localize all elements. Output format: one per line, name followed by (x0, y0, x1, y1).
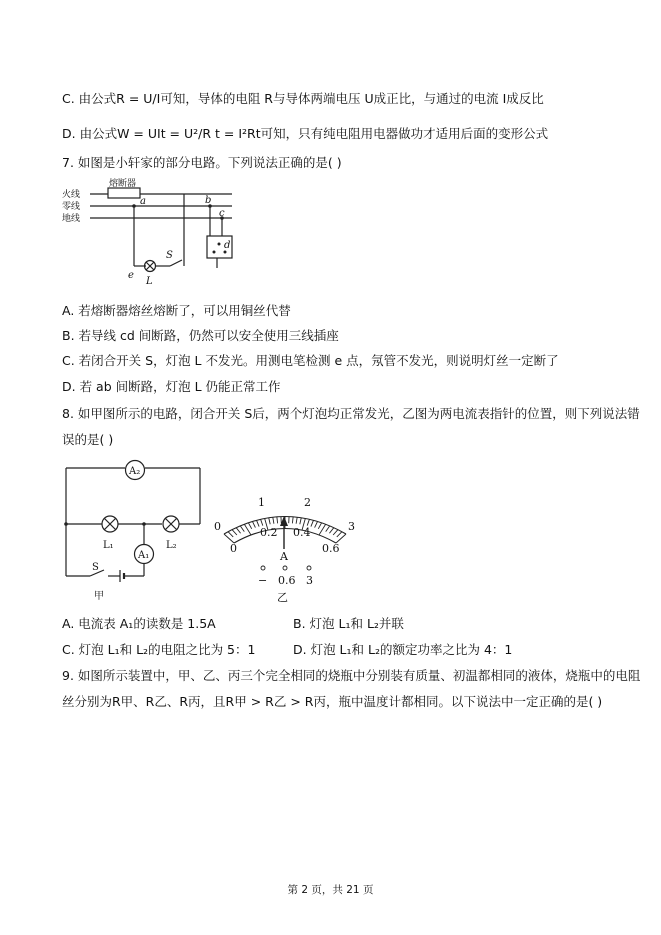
top-scale-3: 3 (348, 520, 355, 533)
question-8-line1: 8. 如甲图所示的电路，闭合开关 S后，两个灯泡均正常发光，乙图为两电流表指针的位置，则下列说法错 (62, 406, 640, 421)
dial-tick (311, 520, 314, 526)
switch-s-label-8: S (92, 562, 99, 573)
q7-option-c: C. 若闭合开关 S，灯泡 L 不发光。用测电笔检测 e 点，氖管不发光，则说明灯丝一定断了 (62, 353, 559, 368)
point-d-label: d (224, 240, 231, 251)
dial-tick (236, 528, 240, 534)
lamp-l1-label: L₁ (103, 540, 114, 551)
figure-jia-label: 甲 (94, 591, 104, 602)
dial-tick (240, 526, 244, 532)
dial-tick (318, 523, 321, 529)
terminal-0.6: 0.6 (278, 574, 296, 587)
dial-tick (261, 519, 263, 525)
ammeter-a1-label: A₁ (138, 550, 150, 561)
point-e-label: e (128, 270, 134, 281)
terminal-3: 3 (306, 574, 313, 587)
bottom-scale-0: 0 (230, 542, 237, 555)
point-a-label: a (140, 196, 146, 207)
fuse-label: 熔断器 (109, 179, 137, 189)
page-footer: 第 2 页，共 21 页 (287, 884, 374, 896)
dial-tick (257, 520, 260, 526)
ground-wire-label: 地线 (62, 214, 81, 224)
point-b-label: b (205, 195, 212, 206)
lamp-l2-label: L₂ (166, 540, 177, 551)
dial-tick (307, 519, 309, 525)
dial-tick (333, 530, 338, 535)
lamp-l-label: L (146, 276, 153, 287)
question-7: 7. 如图是小轩家的部分电路。下列说法正确的是( ) (62, 155, 342, 170)
dial-tick (252, 521, 255, 527)
bottom-scale-0.6: 0.6 (322, 542, 340, 555)
dial-tick (315, 521, 318, 527)
dial-tick (296, 517, 297, 524)
ammeter-a2-label: A₂ (129, 466, 141, 477)
neutral-wire-label: 零线 (62, 202, 81, 212)
figure-8-ammeter-yi (210, 494, 360, 604)
live-wire-label: 火线 (62, 190, 81, 200)
switch-s-label: S (166, 250, 173, 261)
q8-option-d: D. 灯泡 L₁和 L₂的额定功率之比为 4：1 (293, 642, 513, 657)
terminal-negative: − (258, 574, 268, 587)
dial-tick (248, 523, 251, 529)
dial-tick (329, 528, 333, 534)
top-scale-2: 2 (304, 496, 311, 509)
dial-tick (337, 532, 342, 537)
q8-option-a: A. 电流表 A₁的读数是 1.5A (62, 616, 216, 631)
figure-8-circuit-jia (60, 458, 210, 603)
figure-yi-label: 乙 (277, 591, 288, 604)
top-scale-0: 0 (214, 520, 221, 533)
dial-tick (232, 530, 237, 535)
q7-option-d: D. 若 ab 间断路，灯泡 L 仍能正常工作 (62, 379, 281, 394)
q8-option-c: C. 灯泡 L₁和 L₂的电阻之比为 5：1 (62, 642, 256, 657)
point-c-label: c (219, 208, 225, 219)
q7-option-a: A. 若熔断器熔丝熔断了，可以用铜丝代替 (62, 303, 291, 318)
dial-tick (300, 518, 301, 524)
question-9-line2: 丝分别为R甲、R乙、R丙，且R甲 > R乙 > R丙，瓶中温度计都相同。以下说法中一定正确的是( ) (62, 694, 603, 709)
dial-tick (269, 518, 270, 524)
top-scale-1: 1 (258, 496, 265, 509)
dial-tick (277, 517, 278, 524)
dial-tick (326, 526, 330, 532)
q8-option-b: B. 灯泡 L₁和 L₂并联 (293, 616, 404, 631)
dial-tick (273, 517, 274, 524)
pointer-unit-label: A (280, 550, 288, 563)
option-d-formula: D. 由公式W = UIt = U²/R t = I²Rt可知，只有纯电阻用电器做功才适用后面的变形公式 (62, 126, 549, 141)
bottom-scale-0.4: 0.4 (293, 526, 311, 539)
question-8-line2: 误的是( ) (62, 432, 114, 447)
bottom-scale-0.2: 0.2 (260, 526, 278, 539)
dial-tick (228, 532, 233, 537)
dial-tick (292, 517, 293, 524)
option-c-formula: C. 由公式R = U/I可知，导体的电阻 R与导体两端电压 U成正比，与通过的电流 I成反比 (62, 91, 544, 106)
figure-7-circuit (62, 176, 262, 296)
q7-option-b: B. 若导线 cd 间断路，仍然可以安全使用三线插座 (62, 328, 339, 343)
question-9-line1: 9. 如图所示装置中，甲、乙、丙三个完全相同的烧瓶中分别装有质量、初温都相同的液体，烧瓶中的电阻 (62, 668, 641, 683)
